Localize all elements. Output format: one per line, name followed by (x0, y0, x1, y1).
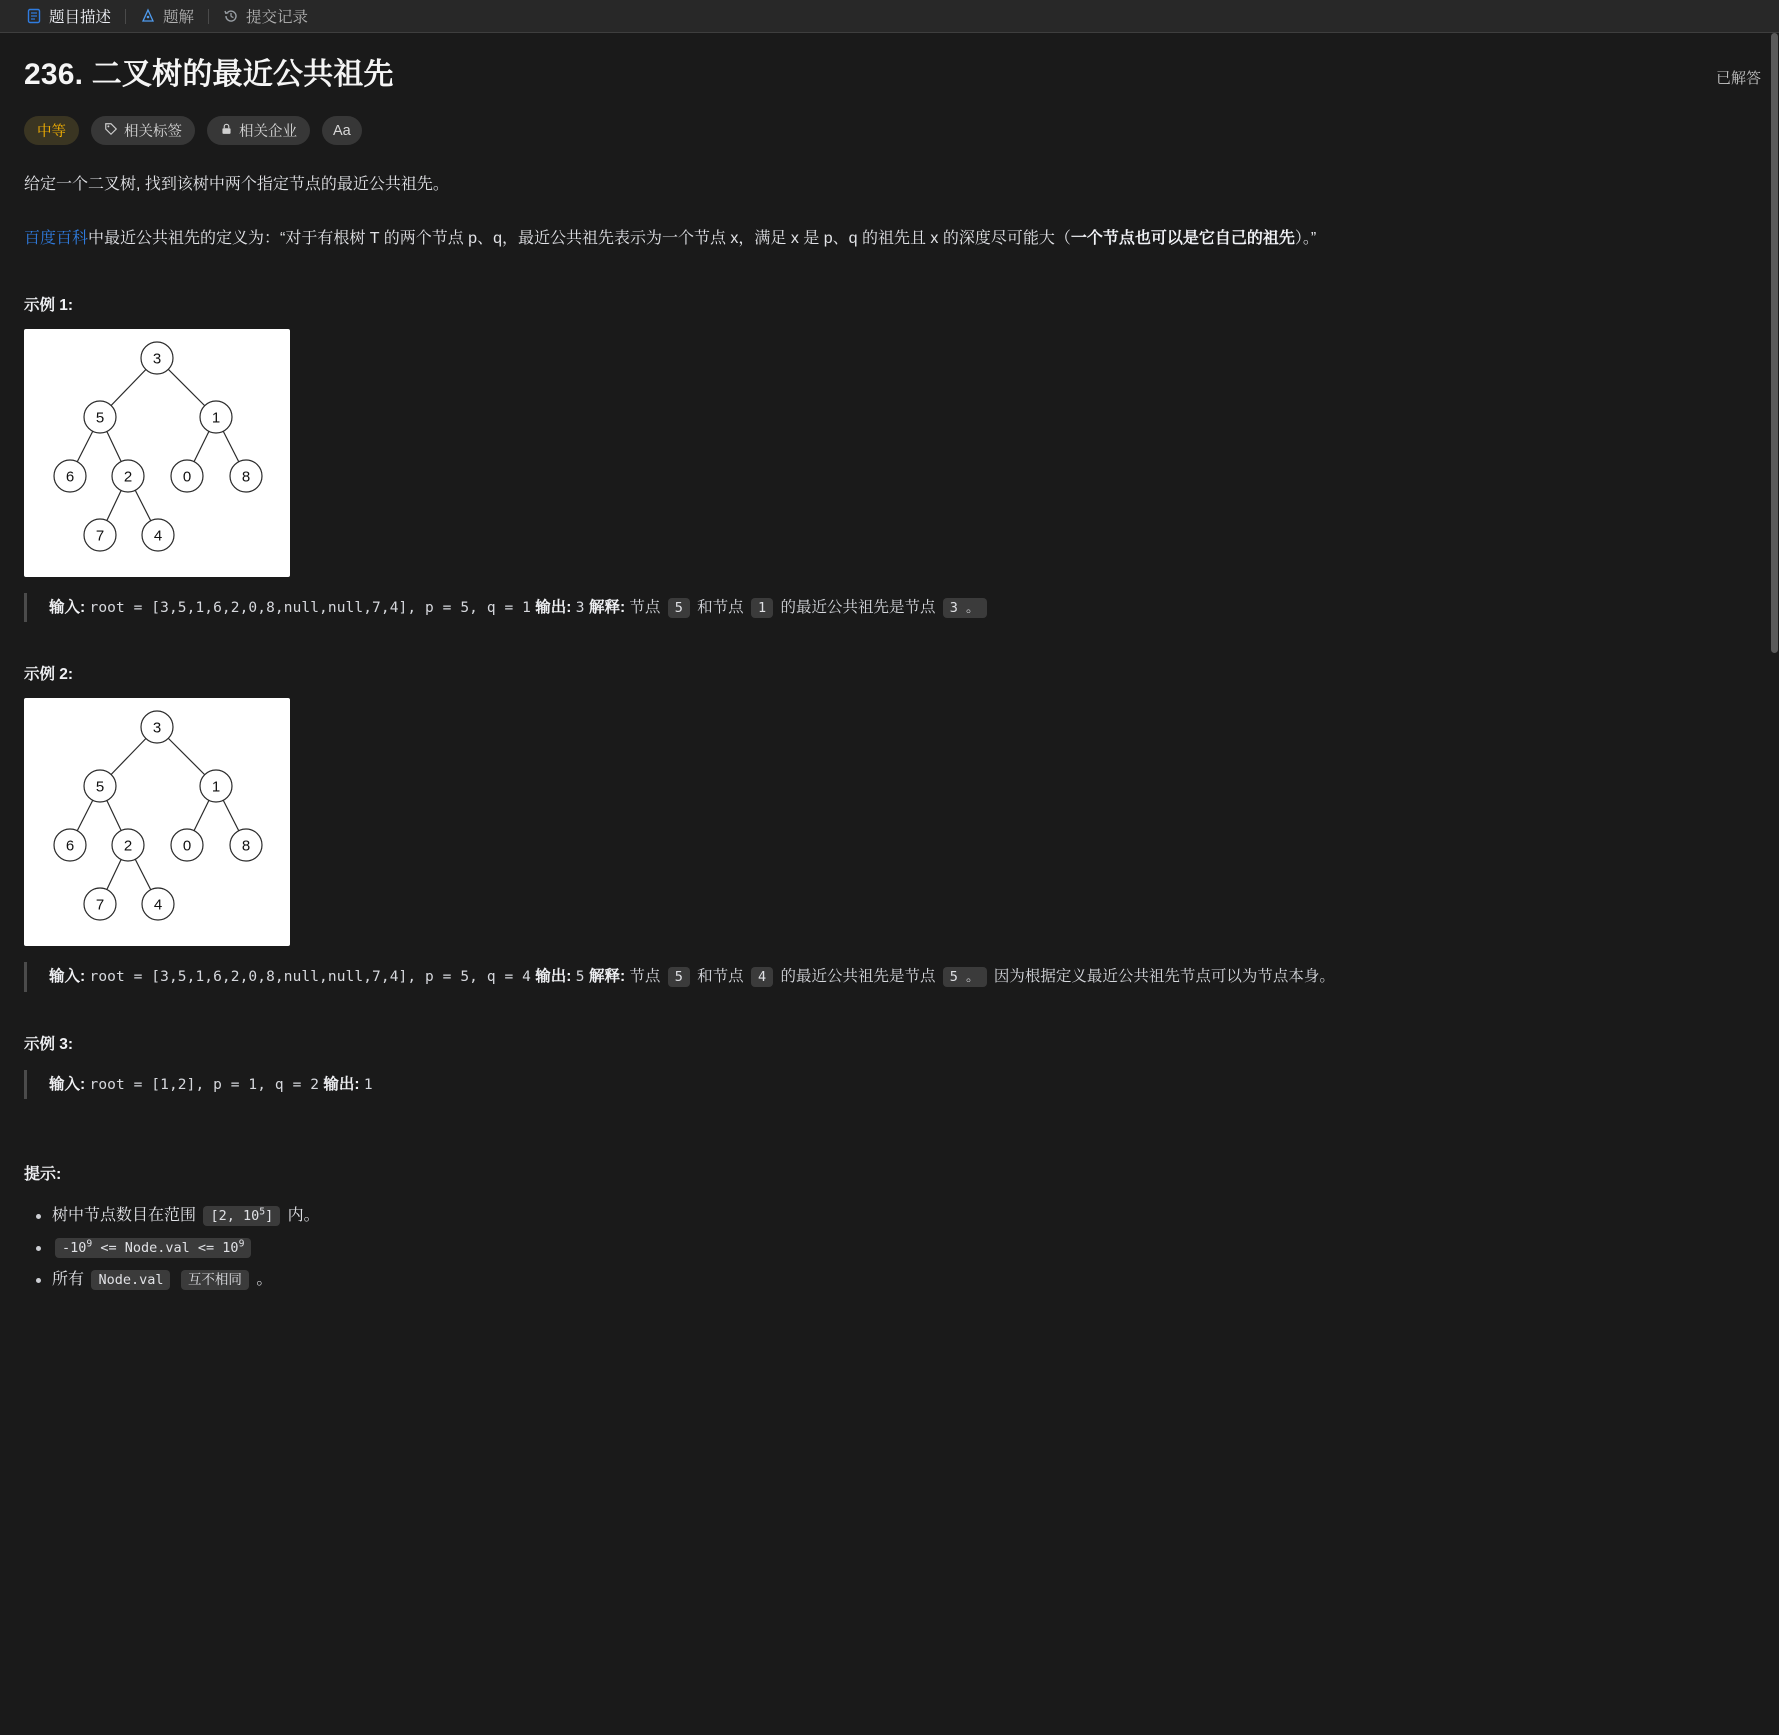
description-text-after: ）。” (1294, 230, 1317, 247)
list-item (52, 1232, 1755, 1264)
difficulty-chip[interactable] (24, 116, 79, 145)
example-2-image (24, 698, 290, 946)
title-row (24, 55, 1761, 94)
tab-description[interactable] (12, 0, 125, 33)
list-item-partial (52, 1296, 1755, 1302)
explain-text: 的最近公共祖先是节点 (776, 968, 940, 986)
history-icon (223, 8, 239, 24)
description-text-before: 中最近公共祖先的定义为：“对于有根树 T 的两个节点 p、q，最近公共祖先表示为一个节点 x，满足 x 是 p、q 的祖先且 x 的深度尽可能大（ (88, 230, 1071, 247)
svg-text:1: 1 (211, 778, 221, 796)
svg-text:7: 7 (95, 896, 105, 914)
description-line-1: 给定一个二叉树, 找到该树中两个指定节点的最近公共祖先。 (24, 176, 449, 193)
status-badge: 已解答 (1715, 70, 1761, 87)
list-item (52, 1200, 1755, 1232)
tab-label: 题解 (163, 9, 195, 26)
svg-text:1: 1 (211, 409, 221, 427)
example-1-block (24, 593, 1755, 622)
output-label: 输出: (323, 1075, 360, 1093)
chip-label: 相关企业 (239, 124, 297, 140)
svg-text:6: 6 (65, 468, 75, 486)
scrollbar-thumb[interactable] (1771, 33, 1778, 653)
example-1-heading: 示例 1: (24, 297, 74, 314)
explain-text: 和节点 (692, 599, 748, 616)
tab-label: 题目描述 (49, 9, 112, 26)
related-tags-chip[interactable] (91, 116, 195, 145)
explain-label: 解释: (588, 599, 626, 616)
explain-code: 5 (668, 967, 690, 987)
problem-content (0, 33, 1779, 1302)
explain-code: 1 (751, 598, 773, 618)
hint-text: 。 (251, 1271, 273, 1289)
output-label: 输出: (535, 599, 572, 616)
example-2-heading: 示例 2: (24, 666, 74, 684)
description-text-bold: 一个节点也可以是它自己的祖先 (1070, 230, 1295, 247)
tab-submissions[interactable] (209, 0, 322, 33)
explain-text: 节点 (629, 599, 665, 616)
output-value: 5 (575, 969, 585, 986)
example-3-block (24, 1070, 1755, 1099)
related-companies-chip[interactable] (207, 116, 310, 145)
vertical-scrollbar[interactable] (1770, 33, 1779, 1735)
svg-text:5: 5 (95, 409, 105, 427)
explain-text: 节点 (629, 968, 665, 986)
page-title: 236. 二叉树的最近公共祖先 (24, 58, 394, 91)
input-value: root = [3,5,1,6,2,0,8,null,null,7,4], p = 5, q = 4 (89, 969, 531, 986)
hints-list (24, 1200, 1755, 1302)
svg-text:3: 3 (152, 350, 162, 368)
tab-solutions[interactable] (126, 0, 208, 33)
document-icon (26, 8, 42, 24)
hint-code: $-10^9$ <= Node.val <= $10^9$ (55, 1238, 251, 1258)
explain-text: 的最近公共祖先是节点 (776, 599, 940, 616)
tag-icon (104, 122, 118, 140)
explain-label: 解释: (588, 968, 626, 986)
example-1-image (24, 329, 290, 577)
input-value: root = [3,5,1,6,2,0,8,null,null,7,4], p = 5, q = 1 (89, 600, 531, 616)
difficulty-label: 中等 (37, 124, 66, 140)
chip-label: 相关标签 (124, 124, 182, 140)
svg-text:4: 4 (153, 527, 163, 545)
svg-text:2: 2 (123, 468, 133, 486)
chip-row (24, 116, 1755, 145)
output-value: 1 (363, 1076, 373, 1093)
input-value: root = [1,2], p = 1, q = 2 (89, 1076, 320, 1093)
description-line-2 (24, 225, 1755, 253)
explain-text: 因为根据定义最近公共祖先节点可以为节点本身。 (989, 968, 1335, 986)
svg-text:0: 0 (182, 468, 192, 486)
svg-text:2: 2 (123, 837, 133, 855)
translate-chip[interactable] (322, 116, 362, 145)
tab-bar (0, 0, 1779, 33)
baidu-baike-link[interactable]: 百度百科 (24, 230, 89, 247)
hint-code: Node.val (91, 1270, 170, 1290)
hint-code: 互不相同 (181, 1270, 249, 1290)
svg-text:6: 6 (65, 837, 75, 855)
svg-text:7: 7 (95, 527, 105, 545)
explain-code: 5 (668, 598, 690, 618)
list-item (52, 1264, 1755, 1296)
tab-label: 提交记录 (246, 9, 309, 26)
lock-icon (220, 122, 233, 140)
svg-text:5: 5 (95, 778, 105, 796)
translate-icon: Aa (333, 122, 351, 139)
example-3-heading: 示例 3: (24, 1035, 74, 1053)
hint-text: 所有 (52, 1271, 89, 1289)
svg-text:4: 4 (153, 896, 163, 914)
hint-text (173, 1271, 177, 1288)
svg-text:8: 8 (241, 468, 251, 486)
output-label: 输出: (535, 968, 572, 986)
input-label: 输入: (49, 968, 86, 986)
explain-code: 3 。 (943, 598, 987, 618)
explain-text: 和节点 (692, 968, 748, 986)
svg-text:3: 3 (152, 719, 162, 737)
output-value: 3 (575, 600, 585, 616)
input-label: 输入: (49, 599, 86, 616)
svg-text:8: 8 (241, 837, 251, 855)
solution-icon (140, 8, 156, 24)
hints-heading: 提示: (24, 1166, 62, 1184)
svg-text:0: 0 (182, 837, 192, 855)
example-2-block (24, 962, 1755, 991)
input-label: 输入: (49, 1075, 86, 1093)
hint-code: [2, $10^5$] (203, 1206, 280, 1226)
explain-code: 5 。 (943, 967, 987, 987)
explain-code: 4 (751, 967, 773, 987)
hint-text: 树中节点数目在范围 (52, 1207, 201, 1225)
hint-text: 内。 (283, 1207, 320, 1225)
